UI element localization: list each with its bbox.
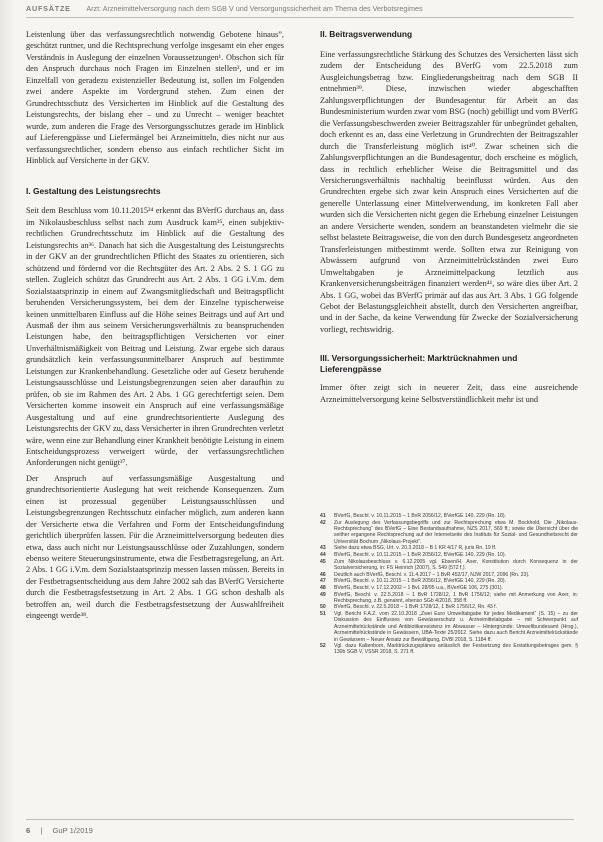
paragraph: Eine verfassungsrechtliche Stärkung des Schutzes des Versicherten lässt sich zudem der Entscheidung des BVerfG vom 22.5.2018 zum Ausgleichungsbetrag bzw. Eingliederungsbeitrag nach dem SGB II entnehmen³⁹. Diese, inzwischen wieder abgeschafften Zahlungsverpflichtungen der Bundesagentur für Arbeit an das Bundesministerium wurden zwar vom BSG (noch) gebilligt und vom BVerfG die Verfassungsbeschwerden zweier Beitragszahler für unbegründet gehalten, doch erkennt es an, dass eine Verletzung in Grundrechten der Beitragszahler durch die Transferleistung möglich ist⁴⁰. Zwar scheinen sich die Zahlungsverpflichtungen an die Bundesagentur, doch erscheine es möglich, dass in rechtlich erheblicher Weise die Beitragsmittel und das Versicherungsverhältnis nachhaltig beeinflusst würden. Aus den Grundrechten ergebe sich zwar kein Anspruch eines Versicherten auf die generelle Unterlassung einer Mittelverwendung, im konkreten Fall aber wurden sich die Versicherten nicht gegen die Erhebung einzelner Leistungen an andere Versicherte wenden, sondern an beanstandeten vielmehr die sie selbst belastete Beitragsweise, die von den durch Bundesgesetz angeordneten Transferleistungen mitbestimmt werde. Sollten etwa zur Reinigung von Abwässern aufgrund von Arzneimittelrückständen zwei Euro Umweltabgaben je Arzneimittelpackung letztlich aus Krankenversicherungsbeiträgen finanziert werden⁴¹, so wäre dies über Art. 2 Abs. 1 GG, wobei das BVerfG primär auf das aus Art. 3 Abs. 1 GG folgende Gebot der Belastungsgleichheit abstellt, durch den Versicherten angreifbar, und in der Sache, da keine Verwendung für Zwecke der Sozialversicherung vorliegt, rechtswidrig.: [320, 50, 578, 334]
footnote-number: 51: [320, 611, 326, 618]
right-column: [320, 29, 578, 405]
footnote-number: 50: [320, 604, 326, 611]
paragraph: Der Anspruch auf verfassungsmäßige Ausgestaltung und grundrechtsorientierte Auslegung hat weit reichende Konsequenzen. Zum einen ist prozessual gegenüber Leistungsausschlüssen und Leistungsbegrenzungen Rechtsschutz einfacher möglich, zum anderen kann der Versicherte etwa die Verfahren und Form der Entscheidungsfindung gerichtlich überprüfen lassen. Für die Arzneimittelversorgung bedeuten dies etwa, dass auch nicht nur Leistungsausschlüsse oder Zuzahlungen, sondern ebenso weitere Steuerungsinstrumente, etwa die Festbetragsregelung, an Art. 2 Abs. 1 GG i.V.m. dem Sozialstaatsprinzip messen lassen müssen. Bereits in der Festbetragsentscheidung aus dem Jahre 2002 sah das BVerfG Versicherte durch die Festbetragsfestsetzung in Art. 2 Abs. 1 GG schon deshalb als betroffen an, weil durch die Festbetragsfestsetzung der Auswahlfreiheit eingeengt werde³⁸.: [26, 473, 284, 621]
footnote: [320, 552, 578, 558]
footnote-number: 44: [320, 551, 326, 558]
footnote-number: 48: [320, 584, 326, 591]
footnote-text: BVerfG, Beschl. v. 10.11.2015 – 1 BvR 2056/12, BVerfGE 140, 229 (Rn. 10).: [334, 551, 506, 558]
journal-issue: GuP 1/2019: [52, 826, 93, 835]
footnote-text: Siehe dazu etwa BSG, Urt. v. 20.3.2018 – B 1 KR 4/17 R, juris Rn. 19 ff.: [334, 545, 497, 552]
paragraph: Leistenlung über das verfassungsrechtlich notwendig Gebotene hinaus”, geschützt runtner, und die Rechtsprechung verfolge insgesamt ein eher enges Verständnis in Auslegung der einzelnen Voraussetzungen¹. Obschon sich für den Anspruch durchaus noch Fragen im Einzelnen stellen², und er im Einzelfall von geradezu existenzieller Bedeutung ist, sollen im Folgenden zwei andere Aspekte im Vordergrund stehen. Zum einen der Grundrechtsschutz des Versicherten im Hinblick auf die Gestaltung des Leistungsrechts, der bislang eher – und zu Unrecht – weniger beachtet wurde, zum anderen die Frage des Versorgungsschutzes gerade im Hinblick auf Lieferengpässe und Liefermängel bei Arzneimitteln, dies nicht nur aus verfassungsrechtlicher, sondern ebenso aus einfach rechtlicher Sicht im Hinblick auf Versicherte in der GKV.: [26, 30, 284, 165]
footnote: [320, 572, 578, 578]
footnote-text: Deutlich auch BVerfG, Beschl. v. 11.4.2017 – 1 BvR 452/17, NJW 2017, 2096 (Rn. 23).: [334, 571, 530, 578]
footnote: [320, 604, 578, 610]
footnote: [320, 513, 578, 519]
footnote: [320, 578, 578, 584]
footnote: [320, 520, 578, 545]
footnote: [320, 611, 578, 643]
footnote: [320, 545, 578, 551]
footnote-text: Zur Auslegung des Verfassungsbegriffs und zur Rechtsprechung etwa M. Bockhold, Die „Nikolaus-Rechtsprechung“ des BVerfG – Eine Bestandsaufnahme, NZS 2017, 569 ff.; sowie die Übersicht über die seither ergangene Rechtsprechung auf der Internetseite des Instituts für Sozial- und Gesundheitsrecht der Universität Bochum „Nikolaus-Projekt“.: [334, 519, 578, 545]
footnote-text: Vgl. Bericht F.A.Z. vom 22.10.2018 „Zwei Euro Umweltabgabe für jedes Medikament“ (S. 15) – zu der Diskussion des Einflusses von Gewässerschutz u. Arzneimittelabgabe – mit Schwerpunkt auf Arzneimittelrückstände und Antibiotikaresistenz im Abwasser – Hintergründe: Umweltbundesamt (Hrsg.), Arzneimittelrückstände in Gewässern, UBA-Texte 25/2012. Siehe dazu auch Bericht Arzneimittelrückstände in Gewässern – Neuer Ansatz zur Bewältigung, DVBl 2018, S. 1184 ff.: [334, 611, 578, 643]
paragraph: Seit dem Beschluss vom 10.11.2015³⁴ erkennt das BVerfG durchaus an, dass im Nikolausbeschluss selbst nach zum Ausdruck kam³⁵, einen subjektiv-rechtlichen Grundrechtsschutz im Hinblick auf die Gestaltung des Leistungsrechts an³⁶. Danach hat sich die Ausgestaltung des Leistungsrechts in der GKV an der grundrechtlichen Pflicht des Staates zu orientieren, sich schützend und fördernd vor die Rechtsgüter des Art. 2 Abs. 2 S. 1 GG zu stellen. Zugleich schützt das Grundrecht aus Art. 2 Abs. 1 GG i.V.m. dem Sozialstaatsprinzip in einem auf Zwangsmitgliedschaft und Beitragspflicht beruhenden Versicherungssystem, bei dem der Einzelne typischerweise keinen unmittelbaren Einfluss auf die Höhe seines Beitrags und auf Art und Ausmaß der ihm aus seinem Versicherungsverhältnis zu beanspruchenden Leistungen habe, den beitragspflichtigen Versicherten vor einer Unverhältnismäßigkeit von Beitrag und Leistung. Zwar ergebe sich daraus grundsätzlich kein verfassungsunmittelbarer Anspruch auf bestimmte Leistungen zur Krankenbehandlung. Gesetzliche oder auf Gesetz beruhende Leistungsausschlüsse und Leistungsbegrenzungen seien aber daraufhin zu prüfen, ob sie im Rahmen des Art. 2 Abs. 1 GG gerechtfertigt seien. Dem Versicherten komme insoweit ein Anspruch auf eine verfassungsmäßige Ausgestaltung und auf eine grundrechtsorientierte Auslegung des Leistungsrechts der GKV zu, dass Versicherter in ihren Grundrechten verletzt wäre, wenn eine zur Behandlung einer Krankheit benötigte Leistung in einem Entscheidungsprozess verweigert würde, der verfassungsrechtlichen Anforderungen nicht genügt³⁷.: [26, 206, 284, 468]
running-header: [26, 4, 586, 18]
footnote-number: 47: [320, 578, 326, 585]
footnote-text: BVerfG, Beschl. v. 22.5.2018 – 1 BvR 1728/12, 1 BvR 1756/12; siehe mit Anmerkung von Axer, in: Rechtsprechung, z.B. genannt, ebenso SGb 4/2018, 358 ff.: [334, 591, 578, 604]
footnotes: [320, 513, 578, 656]
left-column: [26, 29, 284, 622]
footnote-text: BVerfG, Beschl. v. 22.5.2018 – 1 BvR 1728/12, 1 BvR 1756/12, Rn. 43 f.: [334, 604, 498, 611]
section-heading: III. Versorgungssicherheit: Marktrücknahmen und Lieferengpässe: [320, 353, 518, 375]
footnote-text: BVerfG, Beschl. v. 10.11.2015 – 1 BvR 2056/12, BVerfGE 140, 229 (Rn. 20).: [334, 578, 506, 585]
footnote-number: 45: [320, 558, 326, 565]
footnote: [320, 592, 578, 605]
footnote-number: 52: [320, 643, 326, 650]
footnote-number: 41: [320, 513, 326, 519]
footnote: [320, 585, 578, 591]
footnote-text: BVerfG, Beschl. v. 17.12.2002 – 1 BvL 28/95 u.a., BVerfGE 106, 275 (301).: [334, 584, 504, 591]
footer-divider: [26, 819, 574, 820]
paragraph: Immer öfter zeigt sich in neuerer Zeit, dass eine ausreichende Arzneimittelversorgung keine Selbstverständlichkeit mehr ist und: [320, 383, 578, 404]
footnote: [320, 559, 578, 572]
section-heading: II. Beitragsverwendung: [320, 29, 413, 39]
running-title: Arzt: Arzneimittelversorgung nach dem SGB V und Versorgungssicherheit am Thema des Verbotsregimes: [86, 4, 423, 13]
section-label: AUFSÄTZE: [26, 4, 71, 13]
section-heading: I. Gestaltung des Leistungsrechts: [26, 186, 161, 197]
footnote-number: 46: [320, 571, 326, 578]
footnote-text: Zum Nikolausbeschluss v. 6.12.2005 vgl. Ebsen/H. Axer, Konstitution durch Konsequenz in der Sozialversicherung, in: FS Heinrich (2007), S. 549 (572 f.).: [334, 558, 578, 571]
footer-separator: |: [40, 826, 43, 835]
footnote-text: BVerfG, Beschl. v. 10.11.2015 – 1 BvR 2056/12, BVerfGE 140, 229 (Rn. 18).: [334, 513, 506, 519]
footnote: [320, 643, 578, 656]
footnote-number: 49: [320, 591, 326, 598]
footnote-number: 43: [320, 545, 326, 552]
footnote-number: 42: [320, 519, 326, 526]
page-footer: [26, 826, 93, 835]
header-divider: [26, 17, 574, 18]
footnote-text: Vgl. dazu Kaltenborn, Marktrückzugsplänes anlässlich der Festsetzung des Erstattungsbetrages gem. § 130b SGB V, VSSR 2018, S. 271 ff.: [334, 643, 578, 656]
page-number: 6: [26, 826, 31, 835]
